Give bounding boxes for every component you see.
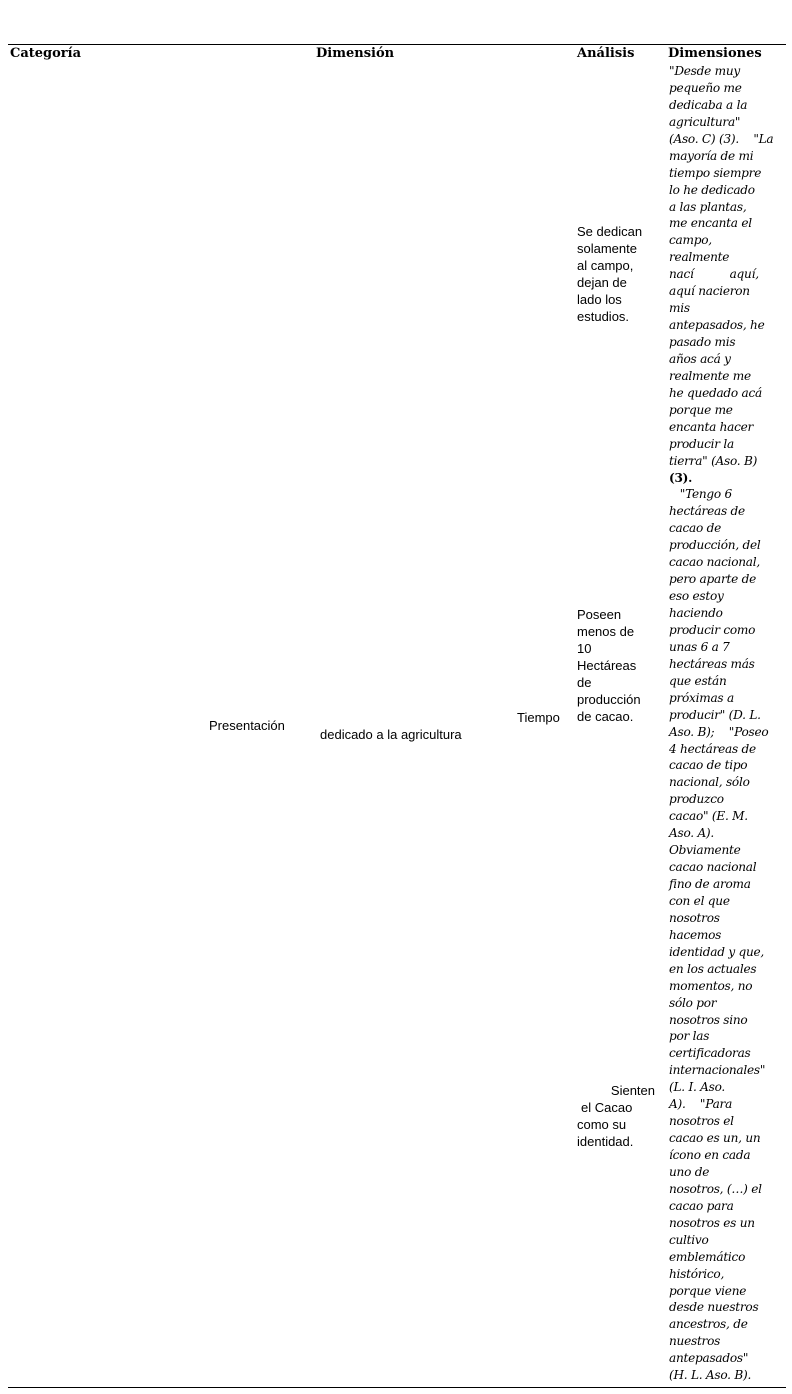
- quote-line: unas 6 a 7: [669, 639, 730, 654]
- quote-line: A). "Para: [669, 1097, 733, 1112]
- quote-line: sólo por: [669, 995, 717, 1010]
- table-top-rule: [8, 44, 786, 45]
- quote-line: certificadoras: [669, 1046, 751, 1061]
- quote-line: hectáreas más: [669, 656, 755, 671]
- quote-line: Aso. B); "Poseo: [669, 724, 769, 739]
- quote-line: 4 hectáreas de: [669, 741, 756, 756]
- analysis-line: menos de: [577, 624, 635, 639]
- analysis-item-3: [577, 1082, 655, 1150]
- analysis-line: Sienten: [610, 1083, 655, 1098]
- header-dimension: Dimensión: [316, 46, 395, 61]
- quote-line: dedicaba a la: [669, 97, 748, 112]
- quote-line: pasado mis: [669, 335, 736, 349]
- quote-line: me encanta el: [669, 216, 752, 231]
- quote-line: producción, del: [669, 538, 761, 553]
- quote-line: pequeño me: [669, 80, 742, 95]
- quote-line: internacionales": [669, 1063, 766, 1078]
- quote-line: nosotros: [669, 910, 720, 925]
- quote-line: realmente me: [669, 368, 751, 383]
- analysis-line: de cacao.: [577, 709, 634, 724]
- quote-line: porque viene: [669, 1283, 747, 1298]
- quote-line: (H. L. Aso. B).: [669, 1368, 752, 1383]
- quote-line: cultivo: [669, 1232, 709, 1247]
- cell-categoria: Presentación: [209, 718, 285, 733]
- quote-line: momentos, no: [669, 978, 753, 993]
- quote-line: (L. I. Aso.: [669, 1080, 726, 1095]
- quote-line: porque me: [669, 402, 733, 417]
- header-dimensiones: Dimensiones: [668, 46, 762, 61]
- quote-line: nosotros, (…) el: [669, 1181, 762, 1196]
- quote-line: (3).: [669, 470, 693, 485]
- quote-line: nací aquí,: [669, 267, 759, 282]
- quote-line: Obviamente: [669, 843, 741, 858]
- analysis-line: estudios.: [577, 309, 630, 324]
- cell-subdimension: Tiempo: [517, 710, 560, 725]
- table-bottom-rule: [8, 1387, 786, 1388]
- quote-line: antepasados": [669, 1351, 749, 1366]
- quote-line: tiempo siempre: [669, 165, 762, 180]
- quote-line: nosotros el: [669, 1114, 734, 1129]
- cell-dimension: dedicado a la agricultura: [320, 727, 462, 742]
- quote-line: cacao de tipo: [669, 758, 748, 773]
- quote-line: histórico,: [669, 1266, 725, 1281]
- quote-line: cacao para: [669, 1198, 734, 1213]
- quote-line: en los actuales: [669, 961, 757, 976]
- quote-line: nosotros es un: [669, 1215, 755, 1230]
- analysis-line: dejan de: [577, 275, 627, 290]
- quote-line: ícono en cada: [669, 1148, 751, 1162]
- analysis-line: identidad.: [577, 1134, 634, 1149]
- quote-line: aquí nacieron: [669, 284, 750, 299]
- quote-line: fino de aroma: [669, 877, 751, 891]
- quote-line: cacao de: [669, 521, 721, 536]
- quote-line: que están: [669, 673, 727, 688]
- quote-line: emblemático: [669, 1249, 746, 1264]
- quote-line: tierra" (Aso. B): [669, 453, 758, 468]
- quote-line: cacao nacional,: [669, 555, 760, 570]
- analysis-item-1: [577, 223, 655, 325]
- quote-line: producir como: [669, 622, 756, 637]
- quote-line: mis: [669, 301, 690, 316]
- quote-line: identidad y que,: [669, 944, 765, 959]
- analysis-line: lado los: [577, 292, 622, 307]
- analysis-line: de: [577, 675, 592, 690]
- analysis-line: el Cacao: [581, 1100, 633, 1115]
- analysis-item-2: [577, 606, 655, 725]
- quote-line: mayoría de mi: [669, 148, 754, 163]
- analysis-line: Hectáreas: [577, 658, 637, 673]
- quote-line: pero aparte de: [669, 572, 757, 587]
- quote-line: he quedado acá: [669, 385, 762, 400]
- quote-line: lo he dedicado: [669, 182, 755, 197]
- quote-line: antepasados, he: [669, 318, 765, 333]
- quote-line: nuestros: [669, 1334, 721, 1349]
- analysis-line: Poseen: [577, 607, 622, 622]
- quote-line: campo,: [669, 233, 712, 248]
- quote-line: ancestros, de: [669, 1317, 748, 1332]
- quote-line: Aso. A).: [669, 826, 714, 841]
- quote-line: encanta hacer: [669, 419, 754, 434]
- quote-line: años acá y: [669, 351, 731, 366]
- quote-line: producir la: [669, 436, 734, 451]
- analysis-line: Se dedican: [577, 224, 643, 239]
- quote-line: "Desde muy: [669, 64, 740, 78]
- quote-line: con el que: [669, 893, 730, 908]
- header-analisis: Análisis: [577, 46, 635, 61]
- quote-line: (Aso. C) (3). "La: [669, 131, 774, 146]
- quote-line: producir" (D. L.: [669, 707, 761, 722]
- quote-line: próximas a: [669, 690, 734, 705]
- header-categoria: Categoría: [10, 46, 82, 61]
- analysis-line: como su: [577, 1117, 627, 1132]
- analysis-line: 10: [577, 641, 592, 656]
- quote-line: agricultura": [669, 114, 741, 129]
- quote-line: uno de: [669, 1164, 710, 1179]
- quote-line: haciendo: [669, 606, 723, 620]
- quote-line: produzco: [669, 792, 724, 807]
- quote-line: hectáreas de: [669, 504, 745, 519]
- analysis-line: al campo,: [577, 258, 634, 273]
- quote-line: desde nuestros: [669, 1300, 759, 1315]
- quote-line: hacemos: [669, 927, 722, 942]
- quote-line: nacional, sólo: [669, 775, 750, 790]
- quote-line: por las: [669, 1029, 710, 1044]
- quote-line: eso estoy: [669, 589, 724, 604]
- quote-line: realmente: [669, 250, 730, 265]
- quote-line: cacao es un, un: [669, 1131, 761, 1146]
- quotes-column: [669, 63, 785, 1384]
- analysis-line: solamente: [577, 241, 637, 256]
- analysis-line: producción: [577, 692, 641, 707]
- quote-line: a las plantas,: [669, 199, 747, 214]
- quote-line: cacao" (E. M.: [669, 809, 748, 824]
- quote-line: nosotros sino: [669, 1012, 748, 1027]
- quote-line: cacao nacional: [669, 860, 757, 875]
- quote-line: "Tengo 6: [669, 487, 732, 502]
